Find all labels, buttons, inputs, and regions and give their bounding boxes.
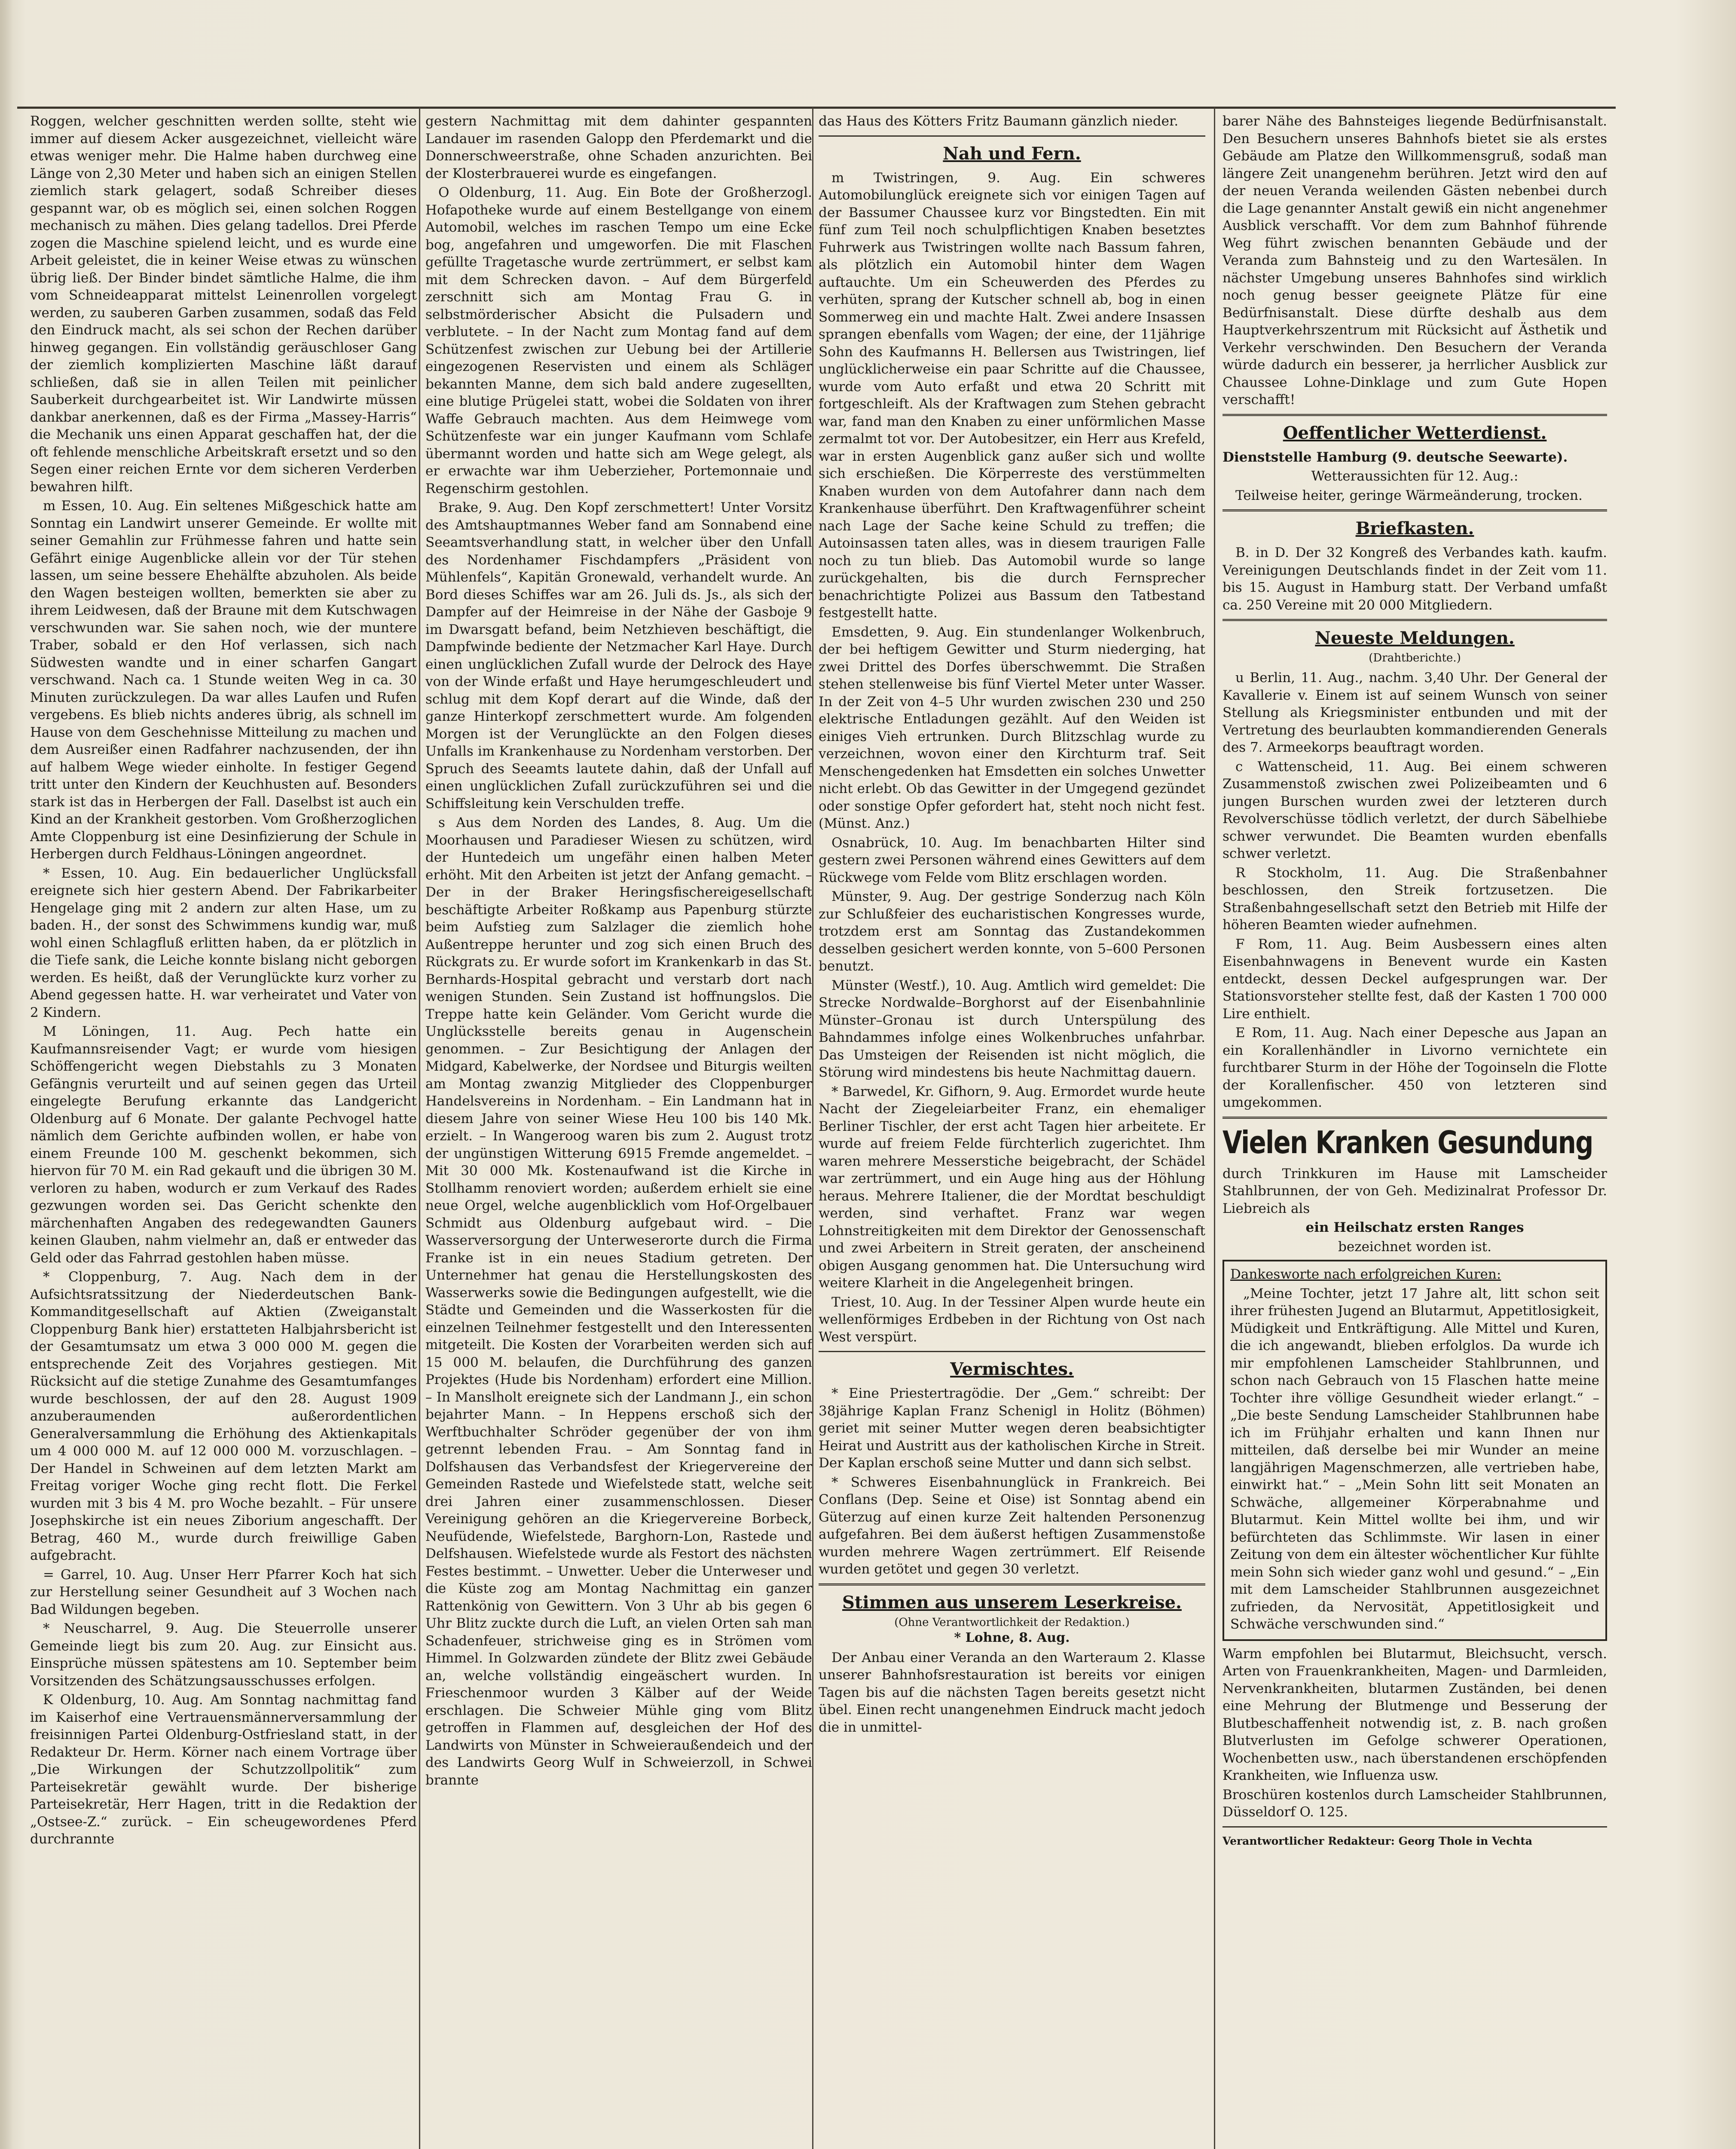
article-paragraph: Der Anbau einer Veranda an den Warteraum 2. Klasse unserer Bahnhofsrestauration ist bereits vor einigen Tagen bis auf die nächsten Tagen bereits gesetzt nicht übel. Einen recht unangenehmen Eindruck macht jedoch die in unmittel- <box>819 1650 1205 1735</box>
article-paragraph: s Aus dem Norden des Landes, 8. Aug. Um die Moorhausen und Paradieser Wiesen zu schützen, wird der Huntedeich um ungefähr einen halben Meter erhöht. Mit den Arbeiten ist jetzt der Anfang gemacht. – Der in der Braker Heringsfischereigesellschaft beschäftigte Arbeiter Roßkamp aus Papenburg stürzte beim Aufstieg zum Salzlager die ziemlich hohe Außentreppe herunter und zog sich einen Bruch des Rückgrats zu. Er wurde sofort im Krankenkarb in das St. Bernhards-Hospital gebracht und verstarb dort nach wenigen Stunden. Sein Zustand ist hoffnungslos. Die Treppe hatte kein Geländer. Vom Gericht wurde die Unglücksstelle bereits genau in Augenschein genommen. – Zur Besichtigung der Anlagen der Midgard, Kabelwerke, der Nordsee und Biturgis weilten am Montag zwanzig Mitglieder des Cloppenburger Handelsvereins in Nordenham. – Ein Landmann hat in diesem Jahre von seiner Wiese Heu 100 bis 140 Mk. erzielt. – In Wangeroog waren bis zum 2. August trotz der ungünstigen Witterung 6915 Fremde angemeldet. – Mit 30 000 Mk. Kostenaufwand ist die Kirche in Stollhamm renoviert worden; außerdem erhielt sie eine neue Orgel, welche augenblicklich vom Hof-Orgelbauer Schmidt aus Oldenburg aufgebaut wird. – Die Wasserversorgung der Unterweserorte durch die Firma Franke ist in ein neues Stadium getreten. Der Unternehmer hat genau die Herstellungskosten des Wasserwerks sowie die Bedingungen aufgestellt, wie die Städte und Gemeinden und die Wasserkosten für die einzelnen Teilnehmer festgestellt und den Interessenten mitgeteilt. Die Kosten der Vorarbeiten werden sich auf 15 000 M. belaufen, die Durchführung des ganzen Projektes (Hude bis Nordenham) erfordert eine Million. – In Manslholt ereignete sich der Landmann J., ein schon bejahrter Mann. – In Heppens erschoß sich der Werftbuchhalter Schröder gegenüber der von ihm getrennt lebenden Frau. – Am Sonntag fand in Dolfshausen das Verbandsfest der Kriegervereine der Gemeinden Rastede und Wiefelstede statt, welche seit drei Jahren einer zusammenschlossen. Dieser Vereinigung gehören an die Kriegervereine Borbeck, Neufüdende, Wiefelstede, Barghorn-Lon, Rastede und Delfshausen. Wiefelstede wurde als Festort des nächsten Festes bestimmt. – Unwetter. Ueber die Unterweser und die Küste zog am Montag Nachmittag ein ganzer Rattenkönig von Gewittern. Von 3 Uhr ab bis gegen 6 Uhr Blitz zuckte durch die Luft, an vielen Orten sah man Schadenfeuer, strichweise ging es in Strömen vom Himmel. In Golzwarden zündete der Blitz zwei Gebäude an, welche vollständig eingeäschert wurden. In Frieschenmoor wurden 3 Kälber auf der Weide erschlagen. Die Schweier Mühle ging vom Blitz getroffen in Flammen auf, desgleichen der Hof des Landwirts von Münster in Schweieraußendeich und der des Landwirts Georg Wulf in Schweierzoll, in Schwei brannte <box>425 815 812 1788</box>
section-rule <box>819 135 1205 137</box>
advertisement-body: Warm empfohlen bei Blutarmut, Bleichsucht, versch. Arten von Frauenkrankheiten, Magen- und Darmleiden, Nervenkrankheiten, blutarmen Zuständen, bei denen eine Mehrung der Blutmenge und Besserung der Blutbeschaffenheit notwendig ist, z. B. nach großen Blutverlusten im Gefolge schwerer Operationen, Wochenbetten usw., nach überstandenen erschöpfenden Krankheiten, wie Influenza usw. <box>1223 1646 1607 1783</box>
article-paragraph: das Haus des Kötters Fritz Baumann gänzlich nieder. <box>819 113 1179 129</box>
article-paragraph: Münster, 9. Aug. Der gestrige Sonderzug nach Köln zur Schlußfeier des eucharistischen Kongresses wurde, trotzdem erst am Sonntag das Zustandekommen desselben gesichert werden konnte, von 5–600 Personen benutzt. <box>819 889 1205 974</box>
weather-station: Dienststelle Hamburg (9. deutsche Seewarte). <box>1223 449 1568 465</box>
article-paragraph: m Twistringen, 9. Aug. Ein schweres Automobilunglück ereignete sich vor einigen Tagen auf der Bassumer Chaussee kurz vor Bingstedten. Ein mit fünf zum Teil noch schulpflichtigen Knaben besetztes Fuhrwerk aus Twistringen wollte nach Bassum fahren, als plötzlich ein Automobil hinter dem Wagen auftauchte. Um ein Scheuwerden des Pferdes zu verhüten, sprang der Kutscher schnell ab, bog in einen Sommerweg ein und machte Halt. Zwei andere Insassen sprangen ebenfalls vom Wagen; der eine, der 11jährige Sohn des Kaufmanns H. Bellersen aus Twistringen, lief unglücklicherweise ein paar Schritte auf die Chaussee, wurde vom Auto erfaßt und etwa 20 Schritt mit fortgeschleift. Als der Kraftwagen zum Stehen gebracht war, fand man den Knaben zu einer unförmlichen Masse zermalmt tot vor. Der Autobesitzer, ein Herr aus Krefeld, war in ersten Augenblick ganz außer sich und wollte sich erschießen. Die Körperreste des verstümmelten Knaben wurden von dem Autofahrer dann nach dem Krankenhause überführt. Den Kraftwagenführer scheint nach Lage der Sache keine Schuld zu treffen; die Autoinsassen taten alles, was in diesem traurigen Falle noch zu tun blieb. Das Automobil wurde so lange zurückgehalten, bis die durch Fernsprecher benachrichtigte Polizei aus Bassum den Tatbestand festgestellt hatte. <box>819 170 1205 621</box>
article-paragraph: gestern Nachmittag mit dem dahinter gespannten Landauer im rasenden Galopp den Pferdemarkt und die Donnerschweerstraße, ohne Schaden anzurichten. Bei der Klosterbrauerei wurde es eingefangen. <box>425 113 812 181</box>
article-paragraph: * Eine Priestertragödie. Der „Gem.“ schreibt: Der 38jährige Kaplan Franz Schenigl in Holitz (Böhmen) geriet mit seiner Mutter wegen deren beabsichtigter Heirat und Austritt aus der katholischen Kirche in Streit. Der Kaplan erschoß seine Mutter und dann sich selbst. <box>819 1386 1205 1471</box>
article-paragraph: R Stockholm, 11. Aug. Die Straßenbahner beschlossen, den Streik fortzusetzen. Die Straßenbahngesellschaft setzt den Betrieb mit Hilfe der höheren Beamten wieder aufnehmen. <box>1223 865 1607 933</box>
article-paragraph: m Essen, 10. Aug. Ein seltenes Mißgeschick hatte am Sonntag ein Landwirt unserer Gemeinde. Er wollte mit seiner Gemahlin zur Frühmesse fahren und hatte sein Gefährt einige Augenblicke allein vor der Tür stehen lassen, um seine bessere Ehehälfte abzuholen. Als beide den Wagen besteigen wollten, bemerkten sie aber zu ihrem Leidwesen, daß der Braune mit dem Kutschwagen verschwunden war. Sie sahen noch, wie der muntere Traber, sobald er den Hof verlassen, sich nach Südwesten wandte und in einer scharfen Gangart verschwand. Nach ca. 1 Stunde weiten Weg in ca. 30 Minuten zurückzulegen. Da war alles Laufen und Rufen vergebens. Es blieb nichts anderes übrig, als schnell im Hause von dem Geschehnisse Mitteilung zu machen und dem Ausreißer einen Radfahrer nachzusenden, der ihn auf halbem Wege wieder einholte. In festiger Gegend tritt unter den Kindern der Keuchhusten auf. Besonders stark ist das in Herbergen der Fall. Daselbst ist auch ein Kind an der Krankheit gestorben. Vom Großherzoglichen Amte Cloppenburg ist eine Desinfizierung der Schule in Herbergen durch Feldhaus-Löningen angeordnet. <box>30 498 417 862</box>
section-rule <box>1223 414 1607 416</box>
editor-imprint: Verantwortlicher Redakteur: Georg Thole in Vechta <box>1223 1834 1532 1847</box>
article-paragraph: = Garrel, 10. Aug. Unser Herr Pfarrer Koch hat sich zur Herstellung seiner Gesundheit auf 3 Wochen nach Bad Wildungen begeben. <box>30 1567 417 1617</box>
article-paragraph: F Rom, 11. Aug. Beim Ausbessern eines alten Eisenbahnwagens in Benevent wurde ein Kasten entdeckt, dessen Deckel aufgesprungen war. Der Stationsvorsteher stellte fest, daß der Kasten 1 700 000 Lire enthielt. <box>1223 936 1607 1022</box>
article-paragraph: Roggen, welcher geschnitten werden sollte, steht wie immer auf diesem Acker ausgezeichnet, vielleicht wäre etwas weniger mehr. Die Halme haben durchweg eine Länge von 2,30 Meter und haben sich an einigen Stellen ziemlich stark gelagert, sodaß Schreiber dieses gespannt war, ob es möglich sei, einen solchen Roggen mechanisch zu mähen. Dies gelang tadellos. Drei Pferde zogen die Maschine spielend leicht, und es wurde eine Arbeit geleistet, die in keiner Weise etwas zu wünschen übrig ließ. Der Binder bindet sämtliche Halme, die ihm vom Schneideapparat mittelst Leinenrollen vorgelegt werden, zu sauberen Garben zusammen, sodaß das Feld den Eindruck macht, als sei schon der Rechen darüber hinweg gegangen. Ein vollständig geräuschloser Gang der ziemlich komplizierten Maschine läßt darauf schließen, daß sie in allen Teilen mit peinlicher Sauberkeit durchgearbeitet ist. Wir Landwirte müssen dankbar anerkennen, daß es der Firma „Massey-Harris“ die Mechanik uns einen Apparat geschaffen hat, der die oft fehlende menschliche Arbeitskraft ersetzt und so den Segen einer reichen Ernte vor dem sicheren Verderben bewahren hilft. <box>30 113 417 495</box>
article-paragraph: * Neuscharrel, 9. Aug. Die Steuerrolle unserer Gemeinde liegt bis zum 20. Aug. zur Einsicht aus. Einsprüche müssen spätestens am 10. September beim Vorsitzenden des Schätzungsausschusses erfolgen. <box>30 1621 417 1689</box>
column-1 <box>30 113 417 2149</box>
article-paragraph: Emsdetten, 9. Aug. Ein stundenlanger Wolkenbruch, der bei heftigem Gewitter und Sturm niederging, hat zwei Drittel des Dorfes überschwemmt. Die Straßen stehen stellenweise bis fünf Viertel Meter unter Wasser. In der Zeit von 4–5 Uhr wurden zwischen 230 und 250 elektrische Entladungen gezählt. Auf den Weiden ist einiges Vieh ertrunken. Durch Blitzschlag wurde zu verzeichnen, wovon einer den Kirchturm traf. Seit Menschengedenken hat Emsdetten ein solches Unwetter nicht erlebt. Ob das Gewitter in der Umgegend gezündet oder sonstige Opfer gefordert hat, steht noch nicht fest. (Münst. Anz.) <box>819 624 1205 831</box>
article-paragraph: Osnabrück, 10. Aug. Im benachbarten Hilter sind gestern zwei Personen während eines Gewitters auf dem Rückwege vom Felde vom Blitz erschlagen worden. <box>819 835 1205 885</box>
testimonial-text: „Meine Tochter, jetzt 17 Jahre alt, litt schon seit ihrer frühesten Jugend an Blutarmut, Appetitlosigkeit, Müdigkeit und Entkräftigung. Alle Mittel und Kuren, die ich angewandt, blieben erfolglos. Da wurde ich mir empfohlenen Lamscheider Stahlbrunnen, und schon nach Gebrauch von 15 Flaschen hatte meine Tochter ihre völlige Gesundheit wieder erlangt.“ – „Die beste Sendung Lamscheider Stahlbrunnen habe ich im Frühjahr erhalten und kann Ihnen nur mitteilen, daß derselbe bei mir Wunder an meine langjährigen Magenschmerzen, alle vertrieben habe, einwirkt hat.“ – „Mein Sohn litt seit Monaten an Schwäche, allgemeiner Körperabnahme und Blutarmut. Kein Mittel wollte bei ihm, und wir befürchteten das Schlimmste. Wir lasen in einer Zeitung von dem ein ältester wöchentlicher Kur fühlte mein Sohn sich wieder ganz wohl und gesund.“ – „Ein mit dem Lamscheider Stahlbrunnen ausgezeichnet zufrieden, da Nervosität, Appetitlosigkeit und Schwäche verschwunden sind.“ <box>1230 1286 1599 1632</box>
article-paragraph: u Berlin, 11. Aug., nachm. 3,40 Uhr. Der General der Kavallerie v. Einem ist auf seinem Wunsch von seiner Stellung als Kriegsminister entbunden und mit der Vertretung des beurlaubten kommandierenden Generals des 7. Armeekorps beauftragt worden. <box>1223 670 1607 755</box>
section-subheading: (Drahtberichte.) <box>1369 652 1461 664</box>
section-rule <box>1223 619 1607 621</box>
section-rule <box>1223 1826 1607 1828</box>
column-2 <box>425 113 812 2149</box>
article-paragraph: B. in D. Der 32 Kongreß des Verbandes kath. kaufm. Vereinigungen Deutschlands findet in der Zeit vom 11. bis 15. August in Hamburg statt. Der Verband umfaßt ca. 250 Vereine mit 20 000 Mitgliedern. <box>1223 545 1607 613</box>
article-paragraph: Münster (Westf.), 10. Aug. Amtlich wird gemeldet: Die Strecke Nordwalde–Borghorst auf der Eisenbahnlinie Münster–Gronau ist durch Unterspülung des Bahndammes infolge eines Wolkenbruches unfahrbar. Das Umsteigen der Reisenden ist nicht möglich, die Störung wird mindestens bis heute Nachmittag dauern. <box>819 977 1205 1080</box>
advertisement-title: Vielen Kranken Gesundung <box>1223 1124 1593 1160</box>
article-paragraph: Triest, 10. Aug. In der Tessiner Alpen wurde heute ein wellenförmiges Erdbeben in der Richtung von Ost nach West verspürt. <box>819 1294 1205 1345</box>
column-3 <box>819 113 1205 2149</box>
article-paragraph: M Löningen, 11. Aug. Pech hatte ein Kaufmannsreisender Vagt; er wurde vom hiesigen Schöffengericht wegen Diebstahls zu 3 Monaten Gefängnis verurteilt und auf seinen gegen das Urteil eingelegte Berufung erkannte das Landgericht Oldenburg auf 6 Monate. Der galante Pechvogel hatte nämlich dem Gerichte aufbinden wollen, er habe von einem Freunde 100 M. geschenkt bekommen, sich hiervon für 70 M. ein Rad gekauft und die übrigen 30 M. verloren zu haben, wodurch er zum Verkauf des Rades gezwungen worden sei. Das Gericht schenkte den märchenhaften Angaben des redegewandten Gauners keinen Glauben, nahm vielmehr an, daß er entweder das Geld oder das Fahrrad gestohlen haben müsse. <box>30 1024 417 1266</box>
section-rule <box>819 1351 1205 1352</box>
column-4 <box>1223 113 1607 2149</box>
column-rule <box>1214 107 1215 2149</box>
advertisement-footer: Broschüren kostenlos durch Lamscheider Stahlbrunnen, Düsseldorf O. 125. <box>1223 1787 1607 1820</box>
testimonial-heading: Dankesworte nach erfolgreichen Kuren: <box>1230 1267 1501 1282</box>
article-paragraph: barer Nähe des Bahnsteiges liegende Bedürfnisanstalt. Den Besuchern unseres Bahnhofs bietet sie als erstes Gebäude am Platze den Willkommensgruß, sodaß man längere Zeit unangenehm berühren. Jetzt wird den auf der neuen Veranda weilenden Gästen nebenbei durch die Lage genannter Anstalt gewiß ein nicht angenehmer Ausblick verschafft. Vor dem zum Bahnhof führende Weg führt zwischen benannten Gebäude und der Veranda zum Bahnsteig und zu den Wartesälen. In nächster Umgebung unseres Bahnhofes sind wirklich noch genug besser geeignete Plätze für eine Bedürfnisanstalt. Diese dürfte deshalb aus dem Hauptverkehrszentrum mit Rücksicht auf Ästhetik und Verkehr verschwinden. Den Besuchern der Veranda würde dadurch ein besserer, ja herrlicher Ausblick zur Chaussee Lohne-Dinklage und zum Gute Hopen verschafft! <box>1223 113 1607 407</box>
advertisement-intro-end: bezeichnet worden ist. <box>1338 1239 1491 1255</box>
weather-forecast: Teilweise heiter, geringe Wärmeänderung, trocken. <box>1235 487 1583 503</box>
article-paragraph: * Essen, 10. Aug. Ein bedauerlicher Unglücksfall ereignete sich hier gestern Abend. Der Fabrikarbeiter Hengelage ging mit 2 andern zur alten Hase, um zu baden. H., der sonst des Schwimmens kundig war, muß wohl einen Schlagfluß erlitten haben, da er plötzlich in die Tiefe sank, die Leiche konnte bislang nicht geborgen werden. Es heißt, daß der Verunglückte kurz vorher zu Abend gegessen hatte. H. war verheiratet und Vater von 2 Kindern. <box>30 865 417 1020</box>
section-heading: Nah und Fern. <box>943 143 1081 164</box>
section-rule <box>1223 509 1607 511</box>
column-rule <box>419 107 420 2149</box>
section-rule <box>819 1583 1205 1586</box>
section-heading: Oeffentlicher Wetterdienst. <box>1283 422 1547 443</box>
page-edge-shadow <box>0 0 13 2149</box>
section-subheading: (Ohne Verantwortlichkeit der Redaktion.) <box>894 1616 1130 1629</box>
article-paragraph: K Oldenburg, 10. Aug. Am Sonntag nachmittag fand im Kaiserhof eine Vertrauensmännerversammlung der freisinnigen Partei Oldenburg-Ostfriesland statt, in der Redakteur Dr. Herm. Körner nach einem Vortrage über „Die Wirkungen der Schutzzollpolitik“ zum Parteisekretär gewählt wurde. Der bisherige Parteisekretär, Herr Hagen, tritt in die Redaktion der „Ostsee-Z.“ zurück. – Ein scheugewordenes Pferd durchrannte <box>30 1692 417 1847</box>
section-rule <box>1223 1117 1607 1119</box>
article-paragraph: * Schweres Eisenbahnunglück in Frankreich. Bei Conflans (Dep. Seine et Oise) ist Sonntag abend ein Güterzug auf einen kurze Zeit haltenden Personenzug aufgefahren. Bei dem äußerst heftigen Zusammenstoße wurden mehrere Wagen zertrümmert. Elf Reisende wurden getötet und gegen 30 verletzt. <box>819 1474 1205 1577</box>
section-heading: Vermischtes. <box>950 1359 1074 1379</box>
article-paragraph: O Oldenburg, 11. Aug. Ein Bote der Großherzogl. Hofapotheke wurde auf einem Bestellgange von einem Automobil, welches im raschen Tempo um eine Ecke bog, angefahren und umgeworfen. Die mit Flaschen gefüllte Tragetasche wurde zertrümmert, er selbst kam mit dem Schrecken davon. – Auf dem Bürgerfeld zerschnitt sich am Montag Frau G. in selbstmörderischer Absicht die Pulsadern und verblutete. – In der Nacht zum Montag fand auf dem Schützenfest zwischen zur Uebung bei der Artillerie eingezogenen Reservisten und einem als Schläger bekannten Manne, dem sich bald andere zugesellten, eine blutige Prügelei statt, wobei die Soldaten von ihrer Waffe Gebrauch machten. Aus dem Heimwege vom Schützenfeste war ein junger Kaufmann vom Schlafe übermannt worden und hatte sich am Wege gelegt, als er erwachte war ihm Ueberzieher, Portemonnaie und Regenschirm gestohlen. <box>425 185 812 496</box>
dateline: * Lohne, 8. Aug. <box>954 1630 1070 1645</box>
article-paragraph: c Wattenscheid, 11. Aug. Bei einem schweren Zusammenstoß zwischen zwei Polizeibeamten und 6 jungen Burschen wurden zwei der letzteren durch Revolverschüsse tödlich verletzt, der durch Säbelhiebe schwer verwundet. Die Beamten wurden ebenfalls schwer verletzt. <box>1223 759 1607 861</box>
article-paragraph: * Cloppenburg, 7. Aug. Nach dem in der Aufsichtsratssitzung der Niederdeutschen Bank-Kommanditgesellschaft auf Aktien (Zweiganstalt Cloppenburg Bank hier) erstatteten Halbjahrsbericht ist der Gesamtumsatz um etwa 3 000 000 M. gegen die entsprechende Zeit des Vorjahres gestiegen. Mit Rücksicht auf die stetige Zunahme des Gesamtumfanges wurde beschlossen, der auf den 28. August 1909 anzuberaumenden außerordentlichen Generalversammlung die Erhöhung des Aktienkapitals um 4 000 000 M. auf 12 000 000 M. vorzuschlagen. – Der Handel in Schweinen auf dem letzten Markt am Freitag voriger Woche ging recht flott. Die Ferkel wurden mit 3 bis 4 M. pro Woche bezahlt. – Für unsere Josephskirche ist ein neues Ziborium angeschafft. Der Betrag, 460 M., wurde durch freiwillige Gaben aufgebracht. <box>30 1269 417 1563</box>
advertisement-intro: durch Trinkkuren im Hause mit Lamscheider Stahlbrunnen, der von Geh. Medizinalrat Professor Dr. Liebreich als <box>1223 1166 1607 1216</box>
top-rule <box>17 107 1616 109</box>
advertisement-highlight: ein Heilschatz ersten Ranges <box>1305 1220 1524 1235</box>
section-heading: Briefkasten. <box>1355 518 1474 539</box>
testimonial-box <box>1223 1260 1607 1641</box>
weather-forecast-label: Wetteraussichten für 12. Aug.: <box>1311 468 1519 484</box>
article-paragraph: * Barwedel, Kr. Gifhorn, 9. Aug. Ermordet wurde heute Nacht der Ziegeleiarbeiter Franz, ein ehemaliger Berliner Tischler, der erst acht Tagen hier arbeitete. Er wurde auf freiem Felde fürchterlich zugerichtet. Ihm waren mehrere Messerstiche beigebracht, der Schädel war zertrümmert, und ein Auge hing aus der Höhlung heraus. Mehrere Italiener, die der Mordtat beschuldigt werden, sind verhaftet. Franz war wegen Lohnstreitigkeiten mit dem Direktor der Genossenschaft und zwei Arbeitern in Streit geraten, der anscheinend obigen Ausgang genommen hat. Die Untersuchung wird weitere Klarheit in die Angelegenheit bringen. <box>819 1084 1205 1291</box>
column-rule <box>812 107 813 2149</box>
article-paragraph: Brake, 9. Aug. Den Kopf zerschmettert! Unter Vorsitz des Amtshauptmannes Weber fand am Sonnabend eine Seeamtsverhandlung statt, in welcher über den Unfall des Nordenhamer Fischdampfers „Präsident von Mühlenfels“, Kapitän Gronewald, verhandelt wurde. An Bord dieses Schiffes war am 26. Juli ds. Js., als sich der Dampfer auf der Heimreise in der Nähe der Gasboje 9 im Dwarsgatt befand, beim Netzhieven beschäftigt, die Dampfwinde bediente der Netzmacher Karl Haye. Durch einen unglücklichen Zufall wurde der Delrock des Haye von der Winde erfaßt und Haye herumgeschleudert und schlug mit dem Kopf derart auf die Winde, daß der ganze Hinterkopf zerschmettert wurde. Am folgenden Morgen ist der Verunglückte an den Folgen dieses Unfalls im Krankenhause zu Nordenham verstorben. Der Spruch des Seeamts lautete dahin, daß der Unfall auf einen unglücklichen Zufall zurückzuführen sei und die Schiffsleitung kein Verschulden treffe. <box>425 500 812 811</box>
section-heading: Neueste Meldungen. <box>1315 628 1515 648</box>
article-paragraph: E Rom, 11. Aug. Nach einer Depesche aus Japan an ein Korallenhändler in Livorno vernichtete ein furchtbarer Sturm in der Höhe der Togoinseln die Flotte der Korallenfischer. 450 von letzteren sind umgekommen. <box>1223 1025 1607 1110</box>
section-heading: Stimmen aus unserem Leserkreise. <box>842 1592 1182 1613</box>
